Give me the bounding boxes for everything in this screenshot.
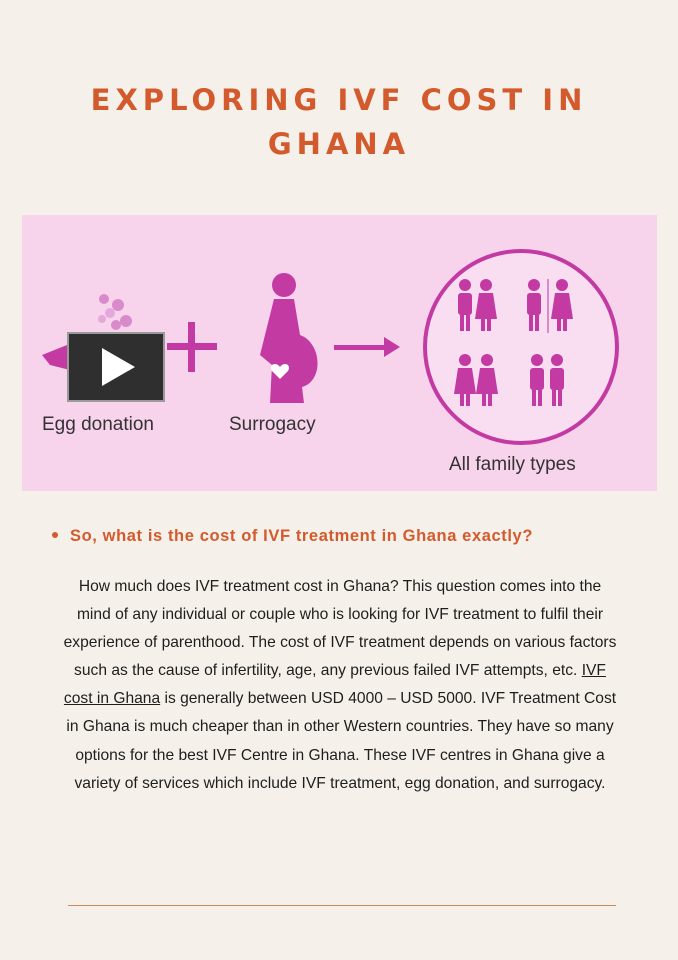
question-bullet: [52, 527, 652, 546]
pregnant-woman-icon: [260, 273, 318, 403]
title-line-2: GHANA: [267, 127, 411, 161]
bullet-dot-icon: [52, 532, 58, 538]
arrow-right-icon: [334, 337, 400, 357]
egg-donation-label: Egg donation: [42, 414, 154, 435]
title-line-1: EXPLORING IVF COST IN: [90, 83, 588, 117]
ivf-cost-link[interactable]: IVF cost in Ghana: [63, 662, 606, 708]
question-heading: So, what is the cost of IVF treatment in Ghana exactly?: [70, 527, 534, 545]
page-title: [0, 78, 678, 166]
ivf-banner-illustration: [22, 215, 657, 491]
video-play-button[interactable]: [68, 333, 164, 401]
paragraph-before-link: How much does IVF treatment cost in Ghana? This question comes into the mind of any individual or couple who is looking for IVF treatment to fulfil their experience of parenthood. The cost of IVF treatment depends on various factors such as the cause of infertility, age, any previous failed IVF attempts, etc.: [63, 578, 617, 680]
family-types-label: All family types: [449, 454, 576, 475]
body-paragraph: [62, 573, 618, 798]
bottom-divider: [68, 905, 616, 906]
surrogacy-label: Surrogacy: [229, 414, 316, 435]
paragraph-after-link: is generally between USD 4000 – USD 5000. IVF Treatment Cost in Ghana is much cheaper than in other Western countries. They have so many options for the best IVF Centre in Ghana. These IVF centres in Ghana give a variety of services which include IVF treatment, egg donation, and surrogacy.: [66, 690, 617, 792]
family-types-circle: [425, 251, 617, 443]
plus-icon: [167, 322, 217, 372]
